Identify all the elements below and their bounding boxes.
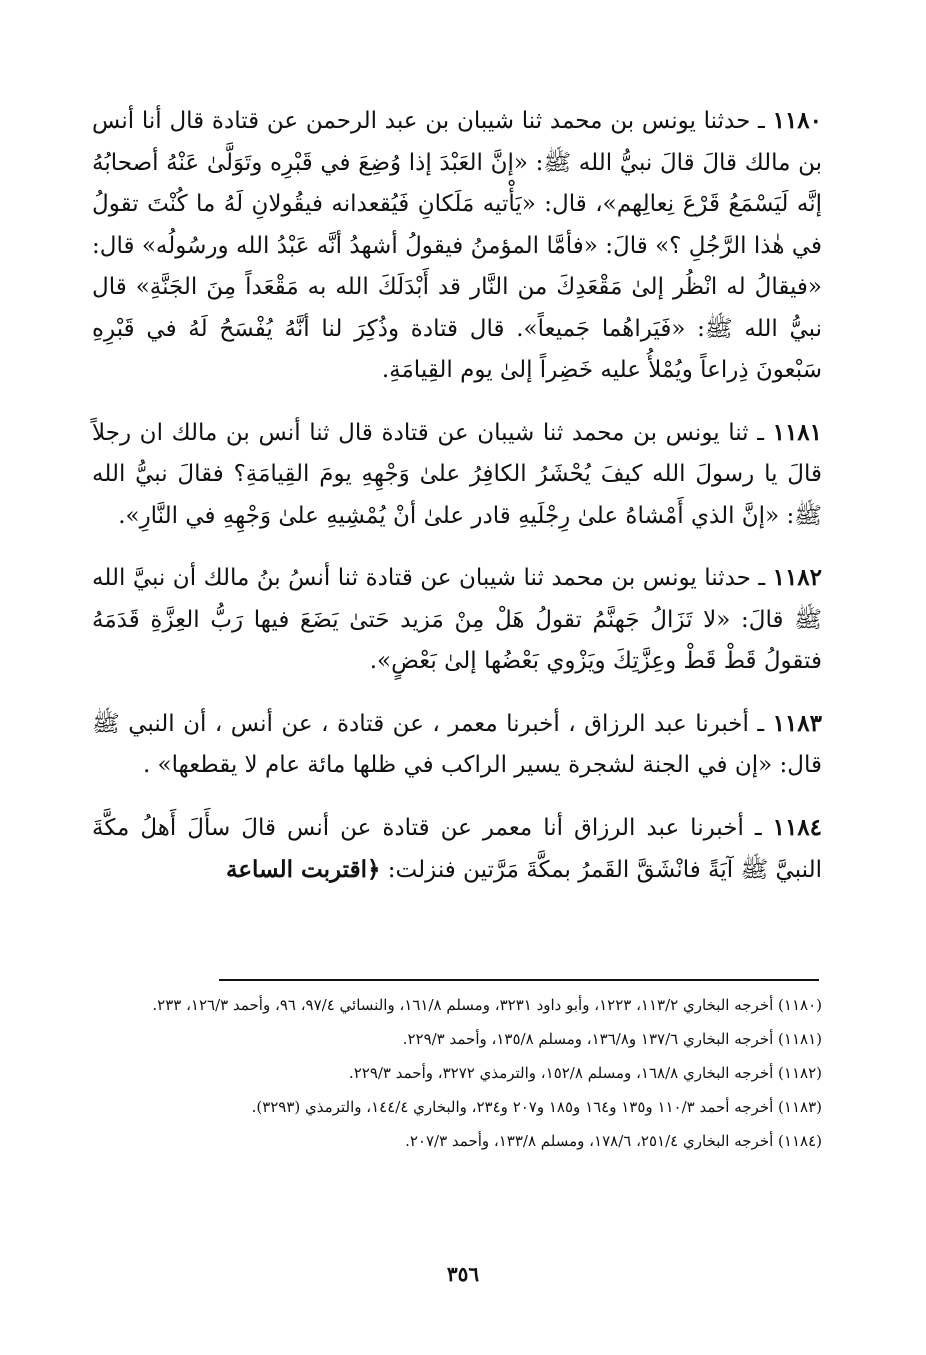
- footnote-1183: (١١٨٣) أخرجه أحمد ١١٠/٣ و١٣٥ و١٦٤ و١٨٥ و٢٠٧ و٢٣٤، والبخاري ١٤٤/٤، والترمذي (٣٢٩٣).: [251, 1098, 822, 1116]
- hadith-number: ١١٨٠: [772, 107, 822, 134]
- hadith-number: ١١٨٣: [772, 709, 822, 737]
- hadith-1184: [92, 807, 822, 892]
- page-number: ٣٥٦: [446, 1262, 480, 1286]
- quran-quote: ﴿اقتربت الساعة: [226, 856, 381, 883]
- footnote-1180: (١١٨٠) أخرجه البخاري ١١٣/٢، ١٢٢٣، وأبو داود ٣٢٣١، ومسلم ١٦١/٨، والنسائي ٩٧/٤، ٩٦، وأحمد ١٢٦/٣، ٢٣٣.: [152, 996, 822, 1014]
- hadith-text: ـ حدثنا يونس بن محمد ثنا شيبان عن قتادة ثنا أنسُ بنُ مالك أن نبيَّ الله ﷺ قالَ: «لا تَزَالُ جَهنَّمُ تقولُ هَلْ مِنْ مَزيد حَتىٰ يَضَعَ فيها رَبُّ العِزَّةِ قَدَمَهُ فتقولُ قَطْ قَطْ وعِزَّتِكَ ويَزْوي بَعْضُها إلىٰ بَعْضٍ».: [92, 565, 822, 674]
- hadith-1182: [92, 557, 822, 683]
- footnotes: [92, 990, 822, 1160]
- hadith-text: ـ أخبرنا عبد الرزاق ، أخبرنا معمر ، عن قتادة ، عن أنس ، أن النبي ﷺ قال: «إن في الجنة لشجرة يسير الراكب في ظلها مائة عام لا يقطعها» .: [92, 710, 822, 778]
- hadith-text: ـ حدثنا يونس بن محمد ثنا شيبان بن عبد الرحمن عن قتادة قال أنا أنس بن مالك قالَ قالَ نبيُّ الله ﷺ: «إنَّ العَبْدَ إذا وُضِعَ في قَبْرِه وتَوَلَّىٰ عَنْهُ أصحابُهُ إنَّه لَيَسْمَعُ قَرْعَ نِعالِهم»، قال: «يَأْتيه مَلَكانِ فَيُقعدانه فيقُولانِ لَهُ ما كُنْتَ تقولُ في هٰذا الرَّجُلِ ؟» قالَ: «فأمَّا المؤمنُ فيقولُ أشهدُ أنَّه عَبْدُ الله ورسُولُه» قال: «فيقالُ له انْظُر إلىٰ مَقْعَدِكَ من النَّار قد أَبْدَلَكَ الله به مَقْعَداً مِنَ الجَنَّةِ» قال نبيُّ الله ﷺ: «فَيَراهُما جَميعاً». قال قتادة وذُكِرَ لنا أنَّهُ يُفْسَحُ لَهُ في قَبْرِهِ سَبْعونَ ذِراعاً ويُمْلأُ عليه خَضِراً إلىٰ يوم القِيامَةِ.: [92, 108, 822, 383]
- hadith-number: ١١٨٤: [772, 813, 823, 841]
- footnote-1181: (١١٨١) أخرجه البخاري ١٣٧/٦ و١٣٦/٨، ومسلم ١٣٥/٨، وأحمد ٢٢٩/٣.: [402, 1030, 822, 1048]
- footnote-1182: (١١٨٢) أخرجه البخاري ١٦٨/٨، ومسلم ١٥٢/٨، والترمذي ٣٢٧٢، وأحمد ٢٢٩/٣.: [348, 1064, 822, 1082]
- hadith-1181: [92, 412, 822, 538]
- footnote-divider: [219, 979, 819, 981]
- hadith-1183: [92, 703, 822, 787]
- hadith-number: ١١٨١: [772, 418, 823, 446]
- main-text: [92, 100, 822, 912]
- hadith-text: ـ أخبرنا عبد الرزاق أنا معمر عن قتادة عن أنس قالَ سأَلَ أَهلُ مكَّةَ النبيَّ ﷺ آيَةً فانْشَقَّ القَمرُ بمكَّةَ مَرَّتين فنزلت:: [92, 814, 822, 883]
- hadith-number: ١١٨٢: [772, 564, 823, 591]
- hadith-1180: [92, 100, 822, 392]
- hadith-text: ـ ثنا يونس بن محمد ثنا شيبان عن قتادة قال ثنا أنس بن مالك ان رجلاً قالَ يا رسولَ الله كيفَ يُحْشَرُ الكافِرُ علىٰ وَجْهِهِ يومَ القِيامَةِ؟ فقالَ نبيُّ الله ﷺ: «إنَّ الذي أَمْشاهُ علىٰ رِجْلَيهِ قادر علىٰ أنْ يُمْشِيهِ علىٰ وَجْهِهِ في النَّارِ».: [92, 419, 822, 529]
- footnote-1184: (١١٨٤) أخرجه البخاري ٢٥١/٤، ١٧٨/٦، ومسلم ١٣٣/٨، وأحمد ٢٠٧/٣.: [405, 1132, 822, 1150]
